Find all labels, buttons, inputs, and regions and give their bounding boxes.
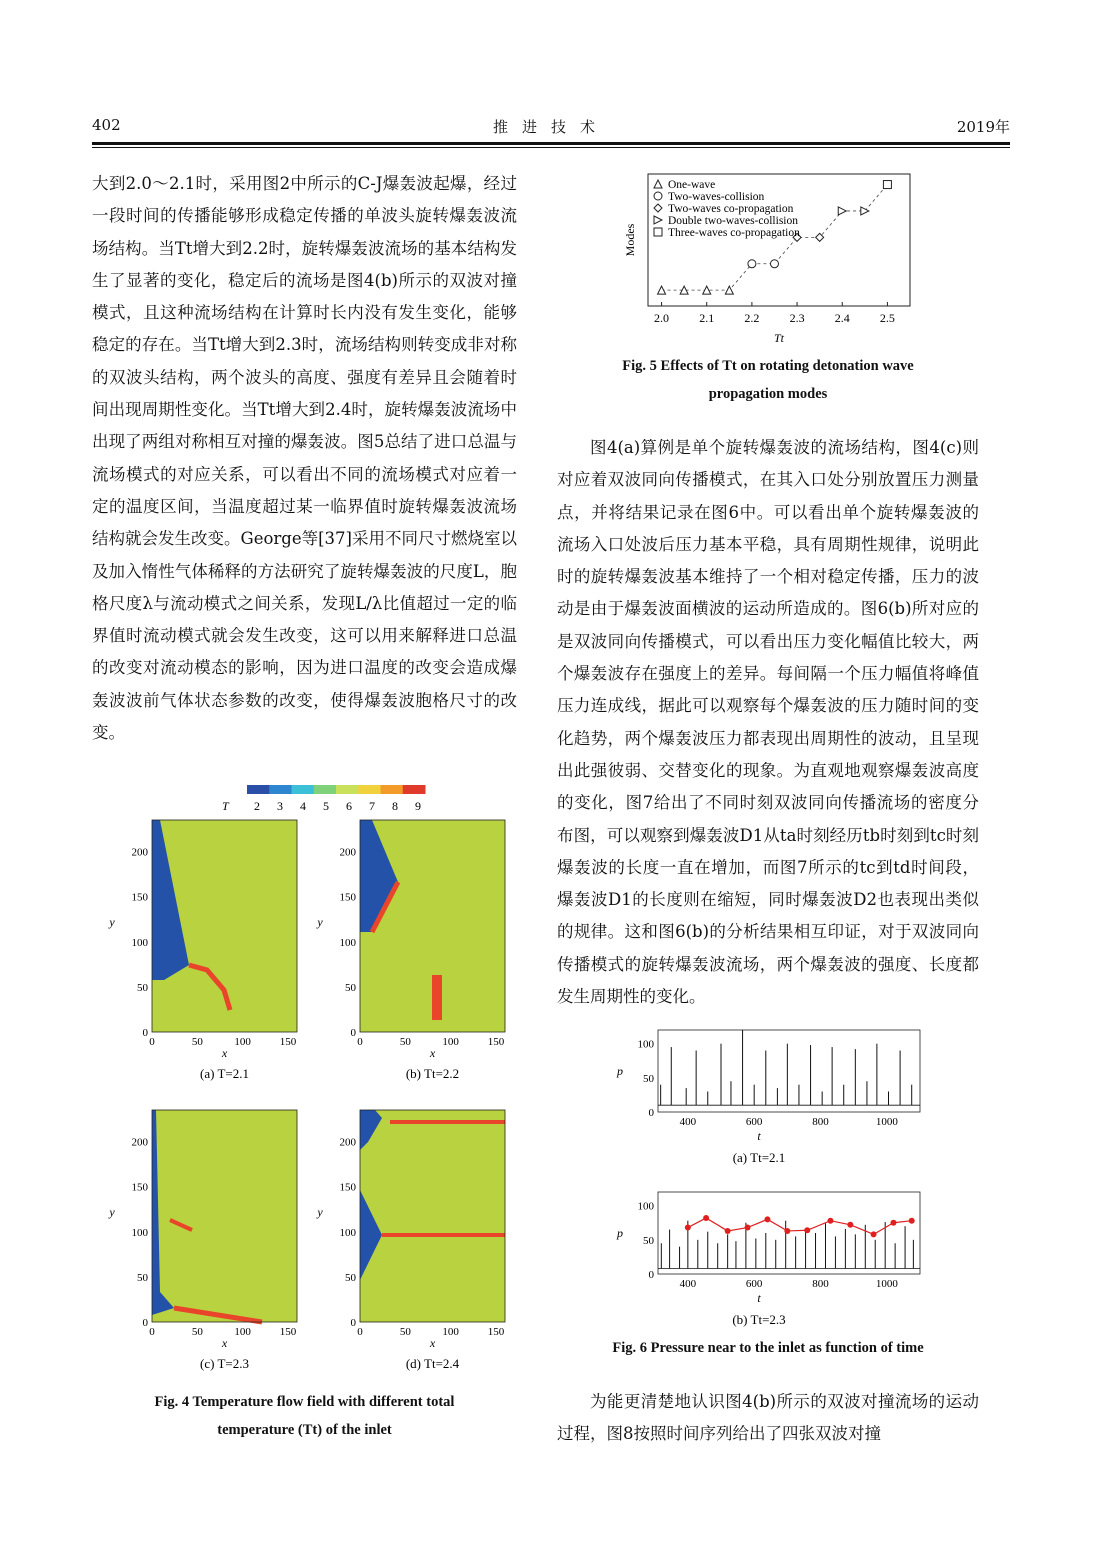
fig4-colorbar-segment: [247, 785, 270, 794]
fig4-caption: [92, 1388, 517, 1444]
fig6-envelope-point: [909, 1218, 915, 1224]
fig4-y-tick-label: 150: [131, 891, 148, 904]
fig6-x-axis-label: t: [757, 1291, 761, 1305]
fig4-panel: [108, 820, 297, 1081]
fig5-data-point: [725, 286, 733, 294]
fig6-envelope-point: [725, 1228, 731, 1234]
fig4-field-background: [360, 1110, 505, 1322]
fig6-y-axis-label: p: [617, 1226, 623, 1240]
fig4-y-axis-label: y: [109, 915, 115, 929]
fig6-envelope-point: [764, 1216, 770, 1222]
fig4-x-tick-label: 100: [234, 1036, 251, 1048]
fig4-y-tick-label: 50: [137, 1271, 148, 1284]
fig4-x-tick-label: 100: [442, 1036, 459, 1048]
fig4-colorbar-tick: 3: [277, 799, 283, 813]
fig4-colorbar-label: T: [222, 799, 229, 813]
fig4-x-tick-label: 0: [149, 1036, 155, 1048]
page-header: [92, 116, 1010, 142]
fig5-x-axis-label: Tt: [773, 331, 785, 345]
fig6-x-tick-label: 1000: [875, 1116, 898, 1128]
fig4-x-axis-label: x: [429, 1336, 436, 1350]
fig4-panel: [316, 1110, 505, 1371]
fig4-colorbar-tick: 7: [369, 799, 375, 813]
fig5-caption-line1: Fig. 5 Effects of Tt on rotating detonation wave: [622, 358, 914, 374]
fig4-panel: [108, 1110, 297, 1371]
fig6-x-tick-label: 800: [812, 1116, 829, 1128]
fig6-x-tick-label: 600: [745, 1278, 763, 1290]
fig5-x-tick-label: 2.5: [879, 311, 895, 325]
fig4-x-tick-label: 50: [399, 1036, 411, 1048]
fig5-legend-marker: [654, 204, 662, 212]
fig6-y-tick-label: 100: [637, 1038, 654, 1051]
fig4-y-tick-label: 50: [137, 981, 148, 994]
header-rule: [92, 142, 1010, 145]
fig4-colorbar-segment: [358, 785, 381, 794]
fig6-plot-frame: [658, 1030, 920, 1112]
fig6-x-axis-label: t: [757, 1129, 761, 1143]
fig4-colorbar-tick: 9: [415, 799, 421, 813]
fig6-envelope-point: [685, 1225, 691, 1231]
fig4-x-axis-label: x: [429, 1046, 436, 1060]
fig4-y-axis-label: y: [317, 915, 323, 929]
fig4-colorbar-tick: 2: [254, 799, 260, 813]
fig4-colorbar-tick: 8: [392, 799, 398, 813]
fig4-y-tick-label: 0: [350, 1317, 356, 1329]
fig6-x-tick-label: 400: [679, 1278, 697, 1290]
fig4-x-tick-label: 0: [357, 1326, 363, 1338]
fig4-colorbar-segment: [292, 785, 315, 794]
fig4-x-tick-label: 150: [279, 1036, 297, 1048]
fig4-colorbar-segment: [336, 785, 359, 794]
fig4-x-axis-label: x: [221, 1046, 228, 1060]
fig5-legend-marker: [654, 216, 662, 224]
fig4-y-tick-label: 0: [350, 1027, 356, 1039]
fig5-data-point: [838, 207, 846, 215]
fig5-legend-marker: [654, 192, 662, 200]
fig5-x-tick-label: 2.4: [834, 311, 850, 325]
fig4-panel-label: (c) T=2.3: [200, 1356, 249, 1371]
fig5-x-tick-label: 2.1: [699, 311, 715, 325]
fig6-pressure-plots: [600, 1020, 940, 1335]
fig5-data-point: [861, 207, 869, 215]
fig5-x-tick-label: 2.0: [654, 311, 670, 325]
fig5-legend-marker: [654, 180, 662, 188]
fig4-y-tick-label: 100: [131, 936, 148, 949]
fig4-colorbar-segment: [381, 785, 404, 794]
fig4-panel-label: (a) T=2.1: [200, 1066, 249, 1081]
fig5-caption: [557, 352, 979, 408]
fig4-panel-label: (d) Tt=2.4: [405, 1356, 460, 1371]
fig4-y-tick-label: 50: [345, 981, 356, 994]
fig4-y-tick-label: 50: [345, 1271, 356, 1284]
fig6-envelope-point: [784, 1228, 790, 1234]
fig6-y-tick-label: 50: [643, 1072, 654, 1085]
fig4-hot-zone: [432, 975, 442, 1020]
fig6-y-tick-label: 0: [648, 1269, 654, 1281]
fig4-colorbar-segment: [269, 785, 292, 794]
fig6-y-tick-label: 0: [648, 1107, 654, 1119]
fig4-caption-line1: Fig. 4 Temperature flow field with different total: [154, 1394, 455, 1410]
fig6-envelope-point: [871, 1231, 877, 1237]
fig5-caption-line2: propagation modes: [708, 386, 828, 402]
fig5-legend-marker: [654, 228, 662, 236]
fig4-y-tick-label: 100: [131, 1226, 148, 1239]
publication-year: 2019年: [956, 118, 1010, 136]
fig6-x-tick-label: 600: [745, 1116, 763, 1128]
left-body-text: 大到2.0～2.1时，采用图2中所示的C-J爆轰波起爆，经过一段时间的传播能够形成稳定传播的单波头旋转爆轰波流场结构。当Tt增大到2.2时，旋转爆轰波流场的基本结构发生了显著的变化，稳定后的流场是图4(b)所示的双波对撞模式，且这种流场结构在计算时长内没有发生变化，能够稳定的存在。当Tt增大到2.3时，流场结构则转变成非对称的双波头结构，两个波头的高度、强度有差异且会随着时间出现周期性变化。当Tt增大到2.4时，旋转爆轰波流场中出现了两组对称相互对撞的爆轰波。图5总结了进口总温与流场模式的对应关系，可以看出不同的流场模式对应着一定的温度区间，当温度超过某一临界值时旋转爆轰波流场结构就会发生改变。George等[37]采用不同尺寸燃烧室以及加入惰性气体稀释的方法研究了旋转爆轰波的尺度L，胞格尺度λ与流动模式之间关系，发现L/λ比值超过一定的临界值时流动模式就会发生改变，这可以用来解释进口总温的改变对流动模态的影响，因为进口温度的改变会造成爆轰波波前气体状态参数的改变，使得爆轰波胞格尺寸的改变。: [92, 174, 517, 743]
fig6-envelope-point: [804, 1227, 810, 1233]
fig4-x-tick-label: 100: [234, 1326, 251, 1338]
fig4-x-axis-label: x: [221, 1336, 228, 1350]
fig6-envelope-point: [847, 1222, 853, 1228]
fig4-x-tick-label: 50: [191, 1326, 203, 1338]
fig6-envelope-point: [703, 1215, 709, 1221]
fig5-legend-label: Two-waves co-propagation: [668, 203, 794, 215]
fig4-panel-label: (b) Tt=2.2: [405, 1066, 460, 1081]
fig5-x-tick-label: 2.2: [744, 311, 760, 325]
fig4-y-tick-label: 0: [142, 1027, 148, 1039]
fig6-y-tick-label: 100: [637, 1200, 654, 1213]
fig4-y-tick-label: 150: [339, 1181, 356, 1194]
fig5-data-point: [748, 260, 756, 268]
fig5-data-point: [883, 181, 891, 189]
right-body-text-continued: 为能更清楚地认识图4(b)所示的双波对撞流场的运动过程，图8按照时间序列给出了四张双波对撞: [557, 1392, 979, 1444]
fig4-caption-line2: temperature (Tt) of the inlet: [217, 1422, 392, 1438]
fig4-colorbar-segment: [403, 785, 426, 794]
fig4-colorbar-tick: 6: [346, 799, 352, 813]
fig4-panel: [316, 820, 505, 1081]
fig4-y-tick-label: 0: [142, 1317, 148, 1329]
fig4-y-tick-label: 100: [339, 936, 356, 949]
fig4-temperature-fields: [92, 780, 522, 1385]
fig4-y-tick-label: 200: [131, 1136, 148, 1149]
fig5-legend-label: Two-waves-collision: [668, 191, 765, 203]
fig4-x-tick-label: 150: [487, 1326, 505, 1338]
fig6-y-tick-label: 50: [643, 1234, 654, 1247]
fig6-envelope-point: [745, 1225, 751, 1231]
fig4-field-background: [152, 1110, 297, 1322]
fig4-colorbar-segment: [314, 785, 337, 794]
fig6-panel-label: (a) Tt=2.1: [732, 1150, 786, 1165]
fig6-envelope-point: [890, 1220, 896, 1226]
fig5-y-axis-label: Modes: [623, 223, 637, 257]
fig6-y-axis-label: p: [617, 1064, 623, 1078]
fig5-data-point: [770, 260, 778, 268]
fig6-panel: [616, 1192, 920, 1327]
fig4-x-tick-label: 50: [399, 1326, 411, 1338]
fig6-x-tick-label: 1000: [875, 1278, 898, 1290]
fig4-colorbar-tick: 4: [300, 799, 306, 813]
fig4-colorbar-tick: 5: [323, 799, 329, 813]
fig4-x-tick-label: 0: [149, 1326, 155, 1338]
fig6-caption: Fig. 6 Pressure near to the inlet as function of time: [612, 1340, 924, 1356]
header-rule-thin: [92, 147, 1010, 148]
fig5-legend-label: Double two-waves-collision: [668, 215, 798, 227]
fig5-x-tick-label: 2.3: [789, 311, 805, 325]
page-number: 402: [92, 116, 121, 134]
fig5-mode-chart: [600, 168, 930, 358]
fig4-y-tick-label: 100: [339, 1226, 356, 1239]
fig4-x-tick-label: 150: [279, 1326, 297, 1338]
fig6-x-tick-label: 800: [812, 1278, 829, 1290]
fig4-y-axis-label: y: [317, 1205, 323, 1219]
fig6-envelope-line: [688, 1218, 912, 1234]
fig5-legend-label: One-wave: [668, 179, 716, 191]
journal-name: 推进技术: [492, 118, 609, 136]
fig6-panel: [616, 1030, 920, 1165]
fig4-y-axis-label: y: [109, 1205, 115, 1219]
fig4-x-tick-label: 100: [442, 1326, 459, 1338]
fig5-legend-label: Three-waves co-propagation: [668, 227, 800, 239]
fig6-x-tick-label: 400: [679, 1116, 697, 1128]
fig4-y-tick-label: 200: [339, 846, 356, 859]
right-body-text: 图4(a)算例是单个旋转爆轰波的流场结构，图4(c)则对应着双波同向传播模式，在其入口处分别放置压力测量点，并将结果记录在图6中。可以看出单个旋转爆轰波的流场入口处波后压力基本平稳，具有周期性规律，说明此时的旋转爆轰波基本维持了一个相对稳定传播，压力的波动是由于爆轰波面横波的运动所造成的。图6(b)所对应的是双波同向传播模式，可以看出压力变化幅值比较大，两个爆轰波存在强度上的差异。每间隔一个压力幅值将峰值压力连成线，据此可以观察每个爆轰波的压力随时间的变化趋势，两个爆轰波压力都表现出周期性的波动，且呈现出此强彼弱、交替变化的现象。为直观地观察爆轰波高度的变化，图7给出了不同时刻双波同向传播流场的密度分布图，可以观察到爆轰波D1从ta时刻经历tb时刻到tc时刻爆轰波的长度一直在增加，而图7所示的tc到td时间段，爆轰波D1的长度则在缩短，同时爆轰波D2也表现出类似的规律。这和图6(b)的分析结果相互印证，对于双波同向传播模式的旋转爆轰波流场，两个爆轰波的强度、长度都发生周期性的变化。: [557, 438, 979, 1007]
fig4-x-tick-label: 150: [487, 1036, 505, 1048]
fig6-envelope-point: [827, 1218, 833, 1224]
fig4-y-tick-label: 200: [339, 1136, 356, 1149]
fig4-x-tick-label: 50: [191, 1036, 203, 1048]
fig4-x-tick-label: 0: [357, 1036, 363, 1048]
fig4-y-tick-label: 150: [131, 1181, 148, 1194]
fig6-panel-label: (b) Tt=2.3: [732, 1312, 786, 1327]
fig4-y-tick-label: 150: [339, 891, 356, 904]
fig4-y-tick-label: 200: [131, 846, 148, 859]
